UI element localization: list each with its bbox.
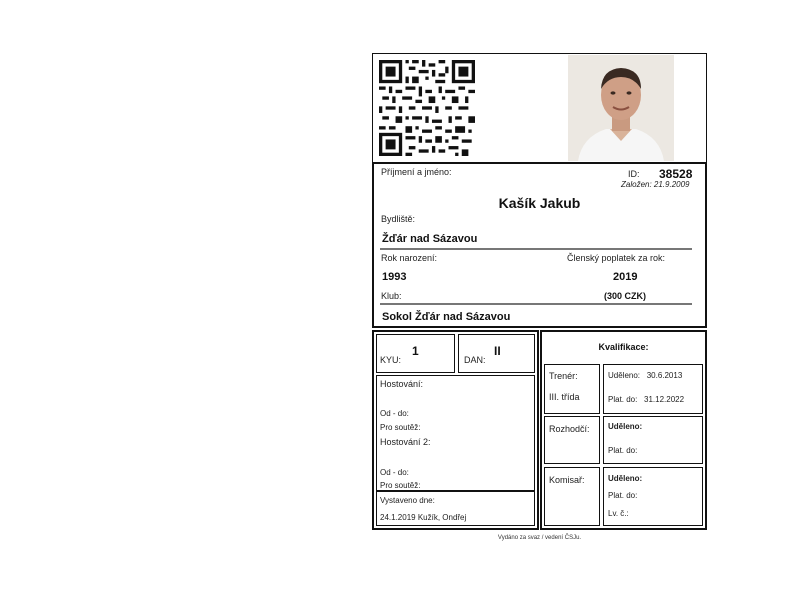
person-photo-icon: [568, 55, 674, 161]
club-label: Klub:: [381, 291, 402, 301]
residence-value: Žďár nad Sázavou: [382, 233, 478, 245]
hosting2-from-to: Od - do:: [380, 468, 409, 477]
birth-year-value: 1993: [382, 271, 407, 283]
id-label: ID:: [628, 169, 640, 179]
hosting-title: Hostování:: [380, 379, 424, 389]
member-photo: [568, 55, 674, 161]
hosting2-title: Hostování 2:: [380, 437, 431, 447]
divider-line: [380, 303, 692, 305]
commissioner-lv: Lv. č.:: [608, 509, 629, 518]
member-full-name: Kašík Jakub: [498, 195, 581, 211]
qualification-title: Kvalifikace:: [598, 342, 649, 352]
trainer-class: III. třída: [549, 392, 580, 402]
qr-code-icon: [379, 60, 475, 156]
dan-label: DAN:: [464, 355, 486, 365]
referee-valid: Plat. do:: [608, 446, 638, 455]
name-label: Příjmení a jméno:: [381, 167, 452, 177]
hosting2-for-competition: Pro soutěž:: [380, 481, 421, 490]
club-value: Sokol Žďár nad Sázavou: [382, 311, 511, 323]
trainer-label: Trenér:: [549, 371, 578, 381]
id-value: 38528: [659, 167, 693, 181]
hosting-for-competition: Pro soutěž:: [380, 423, 421, 432]
kyu-value: 1: [412, 344, 419, 358]
founded-date: Založen: 21.9.2009: [621, 180, 690, 189]
divider-line: [380, 248, 692, 250]
fee-amount: (300 CZK): [604, 291, 647, 301]
referee-label: Rozhodčí:: [549, 424, 590, 434]
referee-granted: Uděleno:: [608, 422, 643, 431]
kyu-label: KYU:: [380, 355, 402, 365]
footer-note: Vydáno za svaz / vedení ČSJu.: [497, 535, 582, 541]
commissioner-valid: Plat. do:: [608, 491, 638, 500]
fee-year-value: 2019: [613, 271, 638, 283]
commissioner-label: Komisař:: [549, 475, 585, 485]
member-card: [372, 53, 707, 530]
trainer-granted: Uděleno: 30.6.2013: [608, 371, 683, 380]
commissioner-granted: Uděleno:: [608, 474, 643, 483]
residence-label: Bydliště:: [381, 214, 416, 224]
fee-label: Členský poplatek za rok:: [567, 253, 666, 263]
hosting-from-to: Od - do:: [380, 409, 409, 418]
dan-value: II: [494, 344, 501, 358]
birth-year-label: Rok narození:: [381, 253, 438, 263]
issued-label: Vystaveno dne:: [380, 496, 435, 505]
issued-value: 24.1.2019 Kužík, Ondřej: [380, 513, 467, 522]
trainer-valid: Plat. do: 31.12.2022: [608, 395, 685, 404]
